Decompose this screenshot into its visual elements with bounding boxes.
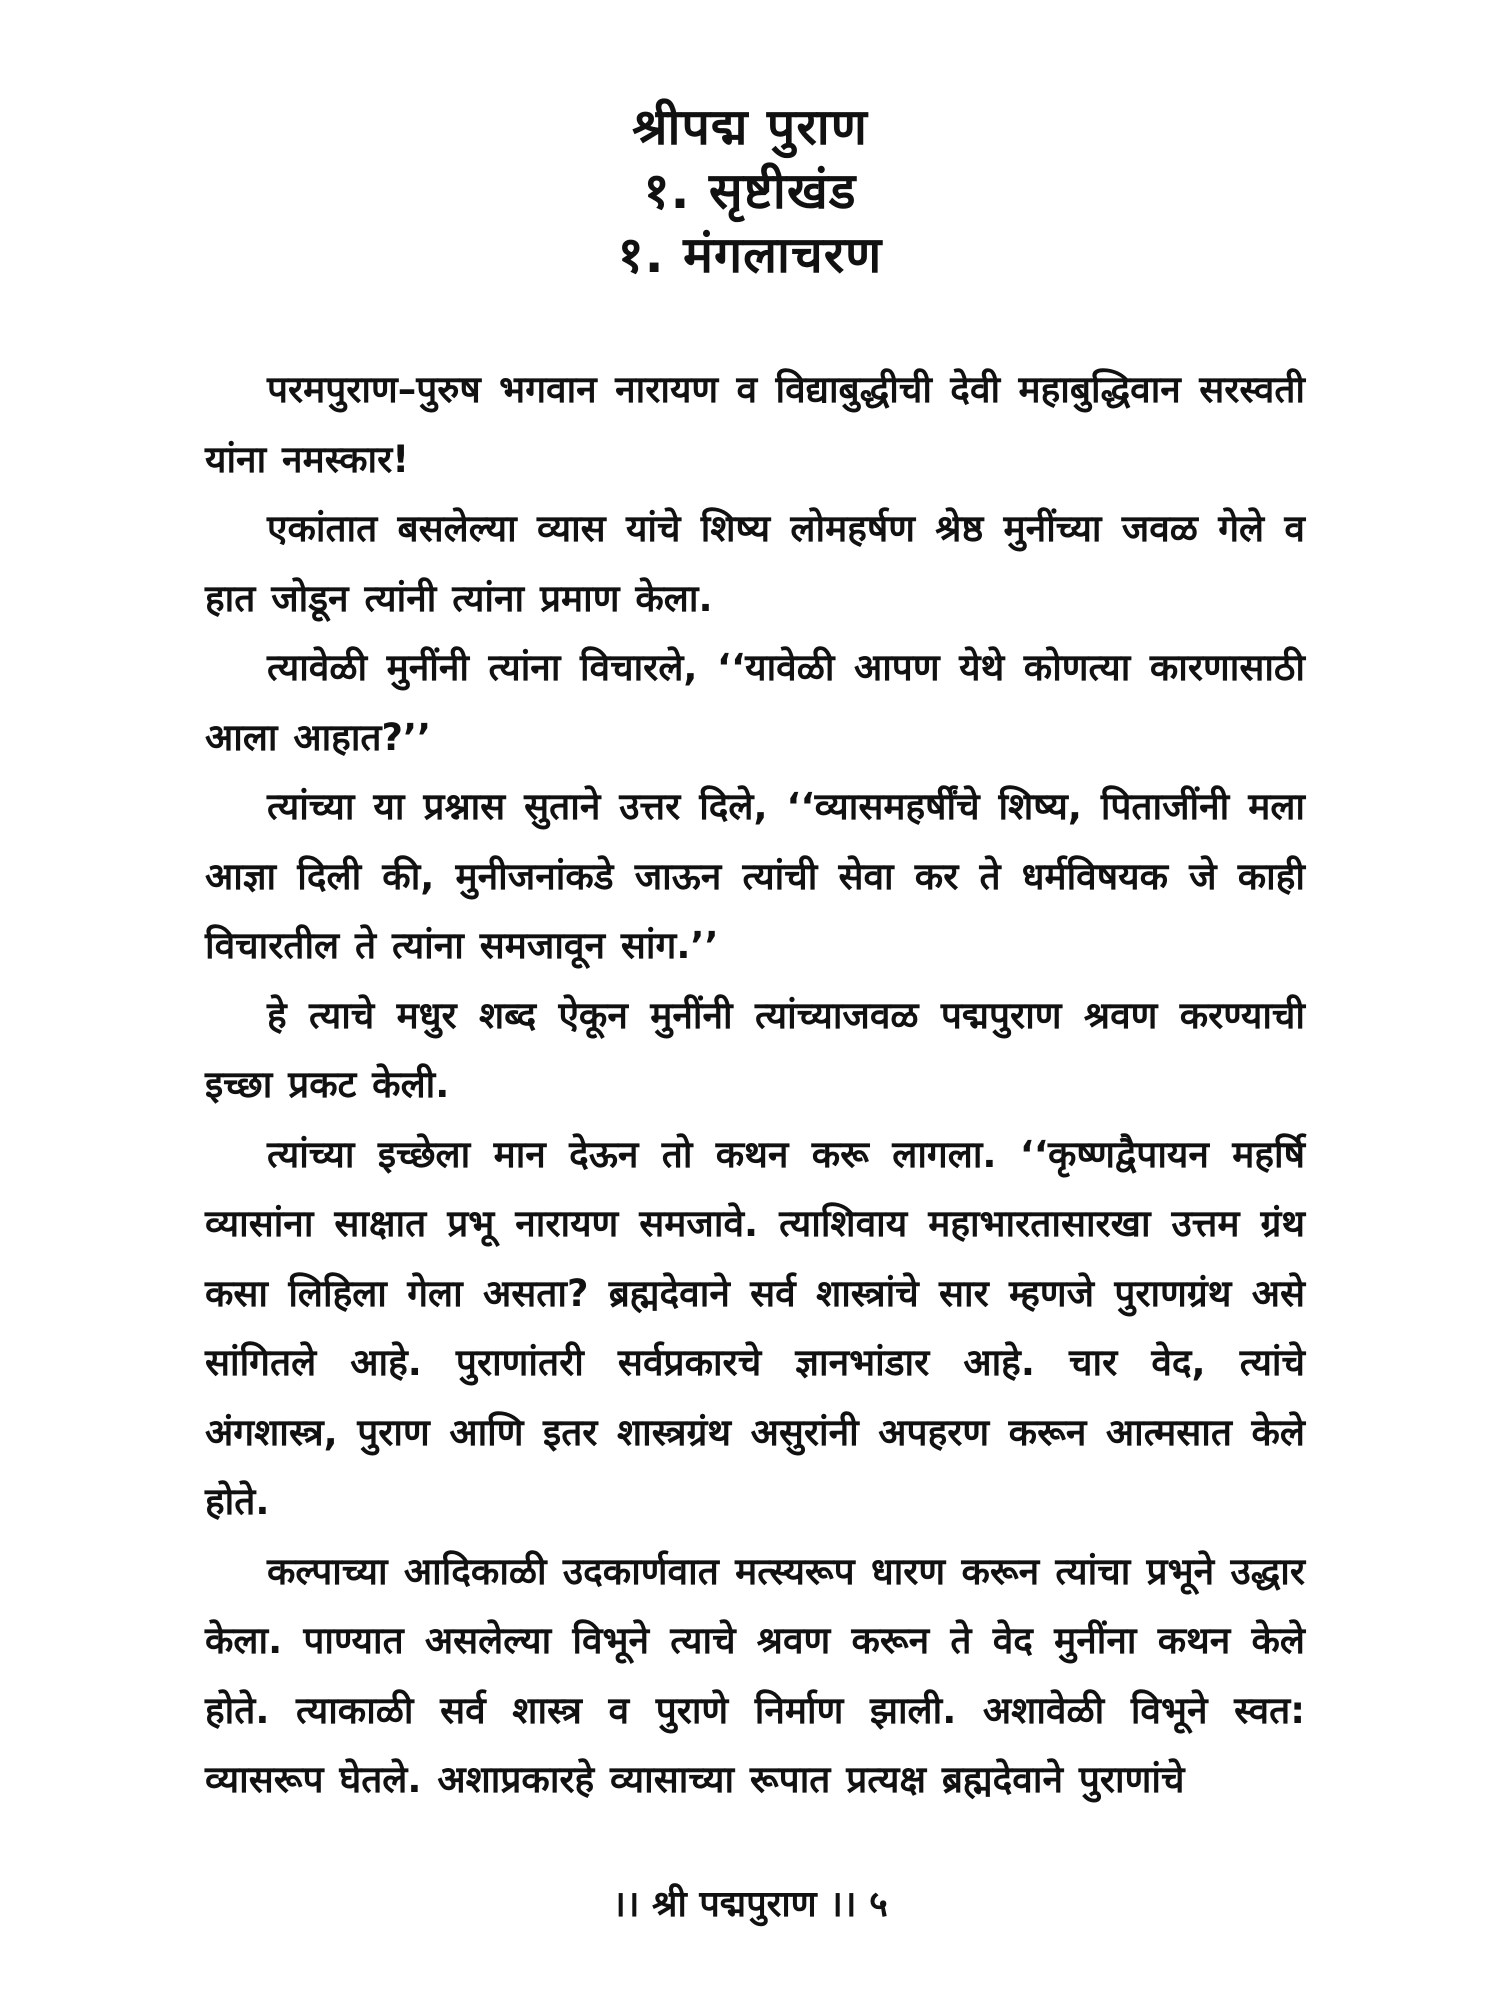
paragraph: त्यांच्या या प्रश्नास सुताने उत्तर दिले, ‘‘व्यासमहर्षींचे शिष्य, पिताजींनी मला आज्ञा दिली की, मुनीजनांकडे जाऊन त्यांची सेवा कर ते धर्मविषयक जे काही विचारतील ते त्यांना समजावून सांग.’’ [205, 785, 1305, 967]
chapter-title: १. मंगलाचरण [617, 226, 883, 284]
body-text [205, 355, 1305, 1815]
section-title: १. सृष्टीखंड [643, 162, 857, 220]
paragraph: कल्पाच्या आदिकाळी उदकार्णवात मत्स्यरूप धारण करून त्यांचा प्रभूने उद्धार केला. पाण्यात असलेल्या विभूने त्याचे श्रवण करून ते वेद मुनींना कथन केले होते. त्याकाळी सर्व शास्त्र व पुराणे निर्माण झाली. अशावेळी विभूने स्वत: व्यासरूप घेतले. अशाप्रकारहे व्यासाच्या रूपात प्रत्यक्ष ब्रह्मदेवाने पुराणांचे [205, 1549, 1305, 1801]
page-footer: ।। श्री पद्मपुराण ।। ५ [612, 1884, 888, 1925]
paragraph: त्यांच्या इच्छेला मान देऊन तो कथन करू लागला. ‘‘कृष्णद्वैपायन महर्षि व्यासांना साक्षात प्रभू नारायण समजावे. त्याशिवाय महाभारतासारखा उत्तम ग्रंथ कसा लिहिला गेला असता? ब्रह्मदेवाने सर्व शास्त्रांचे सार म्हणजे पुराणग्रंथ असे सांगितले आहे. पुराणांतरी सर्वप्रकारचे ज्ञानभांडार आहे. चार वेद, त्यांचे अंगशास्त्र, पुराण आणि इतर शास्त्रग्रंथ असुरांनी अपहरण करून आत्मसात केले होते. [205, 1132, 1305, 1523]
chapter-heading [0, 95, 1500, 287]
book-title: श्रीपद्म पुराण [632, 98, 868, 156]
paragraph: हे त्याचे मधुर शब्द ऐकून मुनींनी त्यांच्याजवळ पद्मपुराण श्रवण करण्याची इच्छा प्रकट केली. [205, 993, 1305, 1106]
paragraph: परमपुराण–पुरुष भगवान नारायण व विद्याबुद्धीची देवी महाबुद्धिवान सरस्वती यांना नमस्कार! [205, 368, 1305, 481]
paragraph: एकांतात बसलेल्या व्यास यांचे शिष्य लोमहर्षण श्रेष्ठ मुनींच्या जवळ गेले व हात जोडून त्यांनी त्यांना प्रमाण केला. [205, 507, 1305, 620]
paragraph: त्यावेळी मुनींनी त्यांना विचारले, ‘‘यावेळी आपण येथे कोणत्या कारणासाठी आला आहात?’’ [205, 646, 1305, 759]
